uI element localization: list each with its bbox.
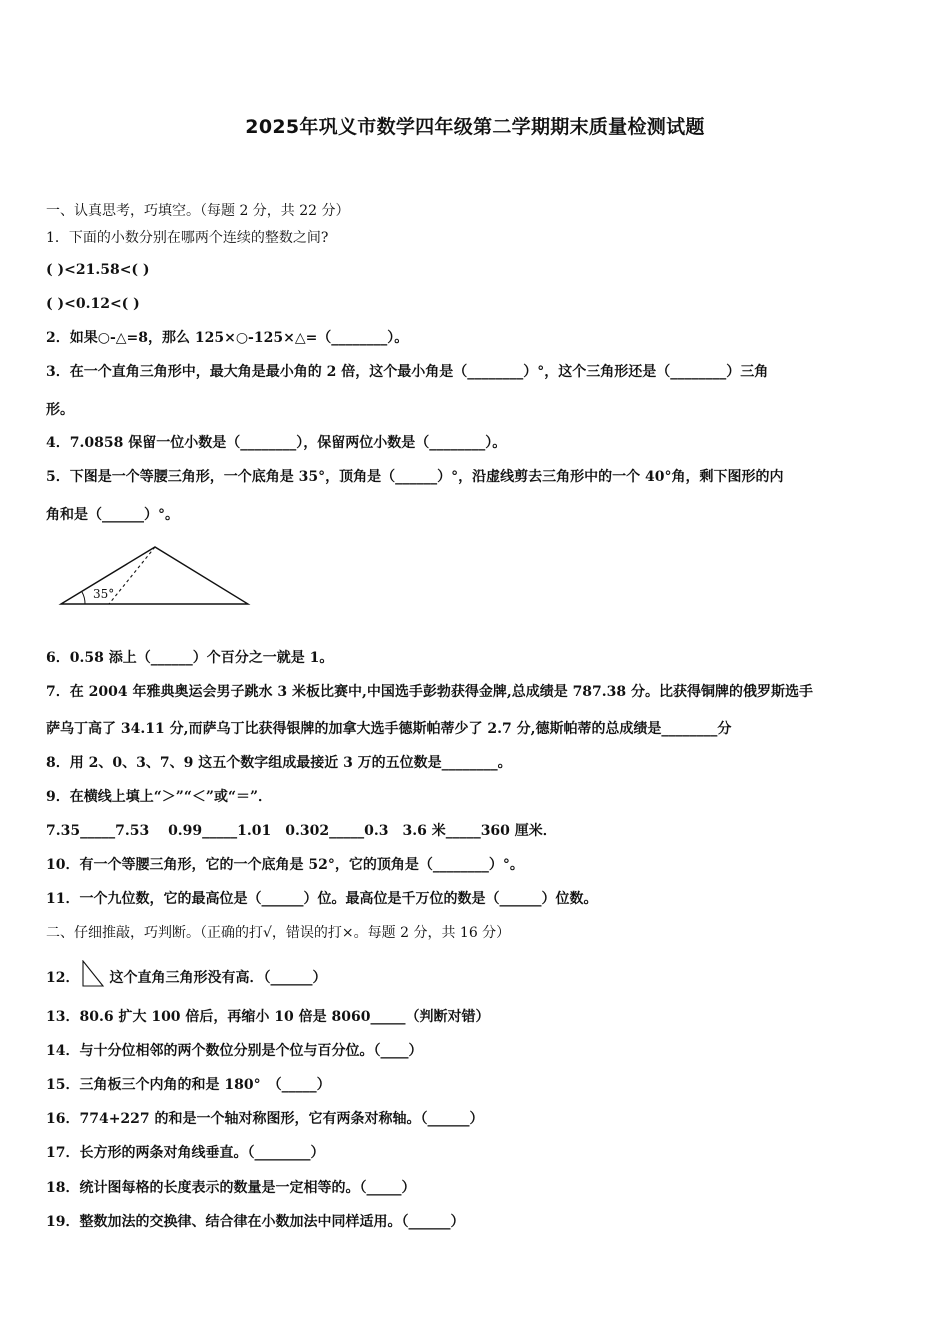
isosceles-triangle-figure <box>55 540 255 610</box>
angle-arc <box>82 592 85 604</box>
question-4: 4．7.0858 保留一位小数是（________），保留两位小数是（________）。 <box>46 435 507 451</box>
question-6: 6．0.58 添上（______）个百分之一就是 1。 <box>46 650 334 666</box>
question-16: 16．774+227 的和是一个轴对称图形，它有两条对称轴。（______） <box>46 1111 484 1127</box>
dashed-cut-line <box>109 547 155 604</box>
question-1: 1．下面的小数分别在哪两个连续的整数之间? <box>46 230 329 246</box>
question-5-line-2: 角和是（______）°。 <box>46 507 179 523</box>
question-10: 10．有一个等腰三角形，它的一个底角是 52°，它的顶角是（________）°。 <box>46 857 524 873</box>
question-7-line-2: 萨乌丁高了 34.11 分,而萨乌丁比获得银牌的加拿大选手德斯帕蒂少了 2.7 分,德斯帕蒂的总成绩是________分 <box>46 721 732 737</box>
question-9: 9．在横线上填上“＞”“＜”或“＝”． <box>46 789 273 805</box>
question-7-line-1: 7．在 2004 年雅典奥运会男子跳水 3 米板比赛中,中国选手彭勃获得金牌,总成绩是 787.38 分。比获得铜牌的俄罗斯选手 <box>46 684 814 700</box>
question-17: 17．长方形的两条对角线垂直。（________） <box>46 1145 325 1161</box>
section-1-heading: 一、认真思考，巧填空。（每题 2 分，共 22 分） <box>46 203 350 219</box>
angle-label: 35° <box>93 587 115 601</box>
question-1a: ( )<21.58<( ) <box>46 262 150 278</box>
question-8: 8．用 2、0、3、7、9 这五个数字组成最接近 3 万的五位数是________。 <box>46 755 512 771</box>
triangle-outline <box>61 547 248 604</box>
question-3-line-2: 形。 <box>46 402 74 418</box>
section-2-heading: 二、仔细推敲，巧判断。（正确的打√，错误的打×。每题 2 分，共 16 分） <box>46 925 511 941</box>
question-3-line-1: 3．在一个直角三角形中，最大角是最小角的 2 倍，这个最小角是（________）°，这个三角形还是（________）三角 <box>46 364 769 380</box>
question-13: 13．80.6 扩大 100 倍后，再缩小 10 倍是 8060_____（判断对错） <box>46 1009 490 1025</box>
question-12 <box>46 960 916 988</box>
question-12-number: 12． <box>46 970 80 986</box>
question-14: 14．与十分位相邻的两个数位分别是个位与百分位。（____） <box>46 1043 423 1059</box>
question-18: 18．统计图每格的长度表示的数量是一定相等的。（_____） <box>46 1180 416 1196</box>
question-11: 11．一个九位数，它的最高位是（______）位。最高位是千万位的数是（______）位数。 <box>46 891 598 907</box>
question-15: 15．三角板三个内角的和是 180° （_____） <box>46 1077 331 1093</box>
question-2: 2．如果○-△=8，那么 125×○-125×△=（________）。 <box>46 330 409 346</box>
right-triangle-icon <box>81 960 105 988</box>
page-title: 2025年巩义市数学四年级第二学期期末质量检测试题 <box>245 116 705 138</box>
question-1b: ( )<0.12<( ) <box>46 296 140 312</box>
question-9-items: 7.35_____7.53 0.99_____1.01 0.302_____0.3 3.6 米_____360 厘米． <box>46 823 557 839</box>
question-19: 19．整数加法的交换律、结合律在小数加法中同样适用。（______） <box>46 1214 465 1230</box>
question-12-text: 这个直角三角形没有高．（______） <box>109 970 327 986</box>
question-5-line-1: 5．下图是一个等腰三角形，一个底角是 35°，顶角是（______）°，沿虚线剪去三角形中的一个 40°角，剩下图形的内 <box>46 469 784 485</box>
